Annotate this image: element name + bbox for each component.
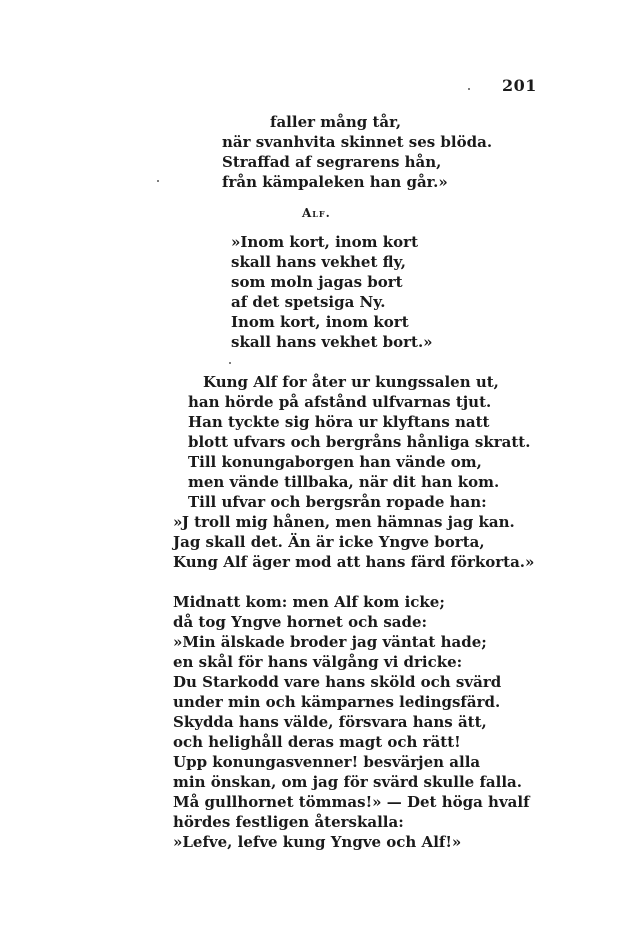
verse-line: men vände tillbaka, när dit han kom. <box>188 473 500 491</box>
verse-line: faller mång tår, <box>270 113 402 131</box>
speaker-heading: Alf. <box>302 206 331 220</box>
verse-line: »Min älskade broder jag väntat hade; <box>173 633 487 651</box>
verse-line: »Inom kort, inom kort <box>231 233 419 251</box>
verse-line: min önskan, om jag för svärd skulle falla. <box>173 773 522 791</box>
verse-line: Till ufvar och bergsrån ropade han: <box>188 493 487 511</box>
verse-line: Skydda hans välde, försvara hans ätt, <box>173 713 487 731</box>
verse-line: och helighåll deras magt och rätt! <box>173 733 461 751</box>
verse-line: Kung Alf äger mod att hans färd förkorta.» <box>173 553 535 571</box>
print-speck <box>157 180 159 182</box>
verse-line: hördes festligen återskalla: <box>173 813 404 831</box>
verse-line: Straffad af segrarens hån, <box>222 153 442 171</box>
verse-line: under min och kämparnes ledingsfärd. <box>173 693 501 711</box>
page-number: 201 <box>502 76 537 95</box>
verse-line: från kämpaleken han går.» <box>222 173 448 191</box>
verse-line: Till konungaborgen han vände om, <box>188 453 482 471</box>
verse-line: Han tyckte sig höra ur klyftans natt <box>188 413 490 431</box>
print-speck <box>229 362 231 364</box>
verse-line: en skål för hans välgång vi dricke: <box>173 653 463 671</box>
verse-line: Kung Alf for åter ur kungssalen ut, <box>203 373 499 391</box>
verse-line: då tog Yngve hornet och sade: <box>173 613 428 631</box>
verse-line: blott ufvars och bergråns hånliga skratt. <box>188 433 531 451</box>
verse-line: Jag skall det. Än är icke Yngve borta, <box>173 533 485 551</box>
verse-line: Midnatt kom: men Alf kom icke; <box>173 593 445 611</box>
verse-line: »J troll mig hånen, men hämnas jag kan. <box>173 513 515 531</box>
verse-line: »Lefve, lefve kung Yngve och Alf!» <box>173 833 462 851</box>
verse-line: han hörde på afstånd ulfvarnas tjut. <box>188 393 492 411</box>
verse-line: Inom kort, inom kort <box>231 313 409 331</box>
verse-line: skall hans vekhet bort.» <box>231 333 433 351</box>
verse-line: Upp konungasvenner! besvärjen alla <box>173 753 481 771</box>
verse-line: Du Starkodd vare hans sköld och svärd <box>173 673 502 691</box>
print-speck <box>468 88 470 90</box>
verse-line: som moln jagas bort <box>231 273 403 291</box>
verse-line: Må gullhornet tömmas!» — Det höga hvalf <box>173 793 530 811</box>
verse-line: när svanhvita skinnet ses blöda. <box>222 133 493 151</box>
verse-line: skall hans vekhet fly, <box>231 253 407 271</box>
verse-line: af det spetsiga Ny. <box>231 293 386 311</box>
